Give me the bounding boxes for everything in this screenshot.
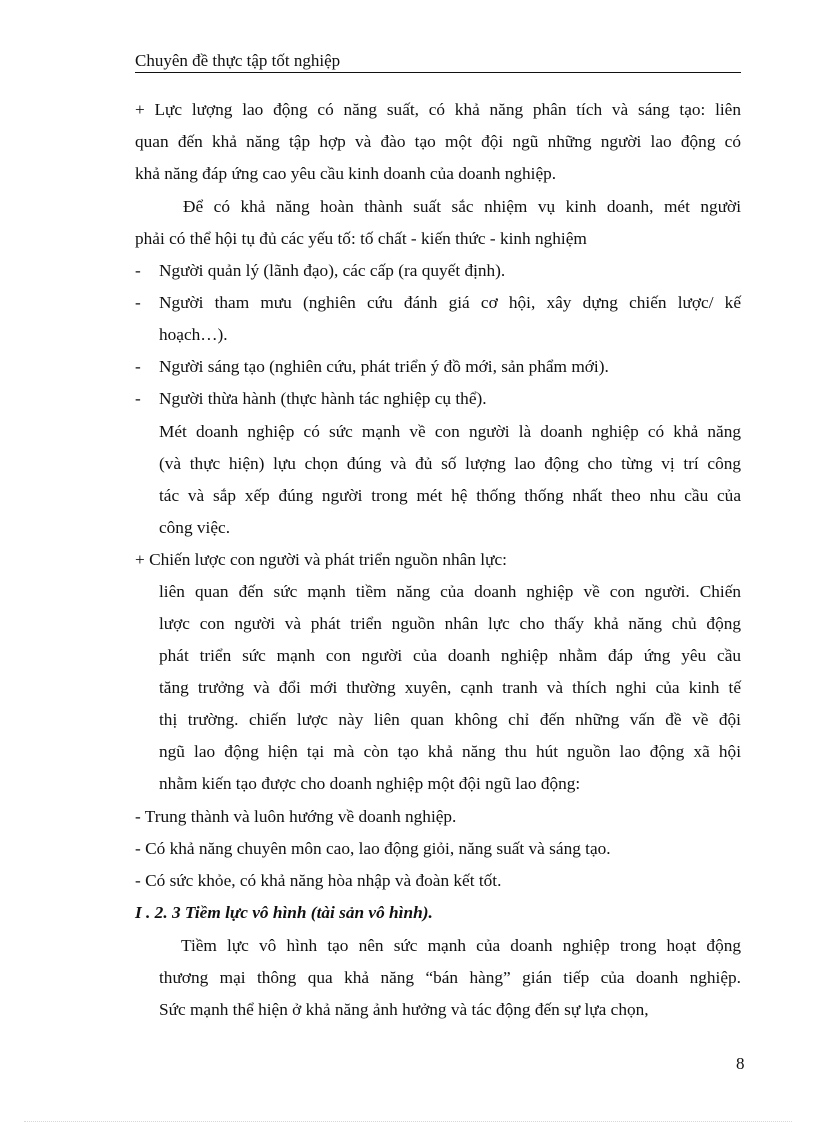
p5-line-1: Tiềm lực vô hình tạo nên sức mạnh của doanh nghiệp trong hoạt động (181, 936, 741, 955)
p4-line-5: thị trường. chiến lược này liên quan không chỉ đến những vấn đề về đội (159, 710, 741, 729)
header-title: Chuyên đề thực tập tốt nghiệp (135, 51, 341, 70)
p5-line-3: Sức mạnh thể hiện ở khả năng ảnh hưởng và tác động đến sự lựa chọn, (159, 1000, 649, 1019)
p3-line-4: công việc. (159, 518, 231, 537)
p3-line-3: tác và sắp xếp đúng người trong mét hệ thống thống nhất theo nhu cầu của (159, 486, 741, 505)
p5-line-2: thương mại thông qua khả năng “bán hàng” gián tiếp của doanh nghiệp. (159, 968, 741, 987)
p4-line-2: lược con người và phát triển nguồn nhân lực cho thấy khả năng chủ động (159, 614, 741, 633)
page-number: 8 (736, 1054, 745, 1073)
p4-heading: + Chiến lược con người và phát triển nguồn nhân lực: (135, 550, 507, 569)
p1-line-3: khả năng đáp ứng cao yêu cầu kinh doanh của doanh nghiệp. (135, 164, 557, 183)
list1-item-2-line-2: hoạch…). (159, 325, 228, 344)
list1-dash-3: - (135, 357, 141, 376)
p4-line-3: phát triển sức mạnh con người của doanh nghiệp nhằm đáp ứng yêu cầu (159, 646, 741, 665)
page-header (135, 50, 741, 73)
p2-line-2: phải có thể hội tụ đủ các yếu tố: tố chất - kiến thức - kinh nghiệm (135, 229, 587, 248)
list2-item-2: - Có khả năng chuyên môn cao, lao động giỏi, năng suất và sáng tạo. (135, 839, 611, 858)
p3-line-2: (và thực hiện) lựu chọn đúng và đủ số lượng lao động cho từng vị trí công (159, 454, 741, 473)
p4-line-6: ngũ lao động hiện tại mà còn tạo khả năng thu hút nguồn lao động xã hội (159, 742, 741, 761)
section-title: I . 2. 3 Tiềm lực vô hình (tài sản vô hình). (135, 903, 433, 922)
list1-dash-4: - (135, 389, 141, 408)
list1-dash-2: - (135, 293, 141, 312)
list1-item-3: Người sáng tạo (nghiên cứu, phát triển ý đồ mới, sản phẩm mới). (159, 357, 609, 376)
p4-line-1: liên quan đến sức mạnh tiềm năng của doanh nghiệp về con người. Chiến (159, 582, 741, 601)
list2-item-1: - Trung thành và luôn hướng về doanh nghiệp. (135, 807, 457, 826)
list1-item-2-line-1: Người tham mưu (nghiên cứu đánh giá cơ hội, xây dựng chiến lược/ kế (159, 293, 741, 312)
p3-line-1: Mét doanh nghiệp có sức mạnh về con người là doanh nghiệp có khả năng (159, 422, 741, 441)
p1-line-1: + Lực lượng lao động có năng suất, có khả năng phân tích và sáng tạo: liên (135, 100, 741, 119)
list1-item-1: Người quản lý (lãnh đạo), các cấp (ra quyết định). (159, 261, 506, 280)
p2-line-1: Để có khả năng hoàn thành suất sắc nhiệm vụ kinh doanh, mét người (183, 197, 741, 216)
p4-line-4: tăng trưởng và đổi mới thường xuyên, cạnh tranh và thích nghi của kinh tế (159, 678, 741, 697)
page-bottom-edge (24, 1121, 792, 1122)
list1-item-4: Người thừa hành (thực hành tác nghiệp cụ thể). (159, 389, 487, 408)
list2-item-3: - Có sức khỏe, có khả năng hòa nhập và đoàn kết tốt. (135, 871, 502, 890)
p4-line-7: nhằm kiến tạo được cho doanh nghiệp một đội ngũ lao động: (159, 774, 581, 793)
p1-line-2: quan đến khả năng tập hợp và đào tạo một đội ngũ những người lao động có (135, 132, 741, 151)
list1-dash-1: - (135, 261, 141, 280)
